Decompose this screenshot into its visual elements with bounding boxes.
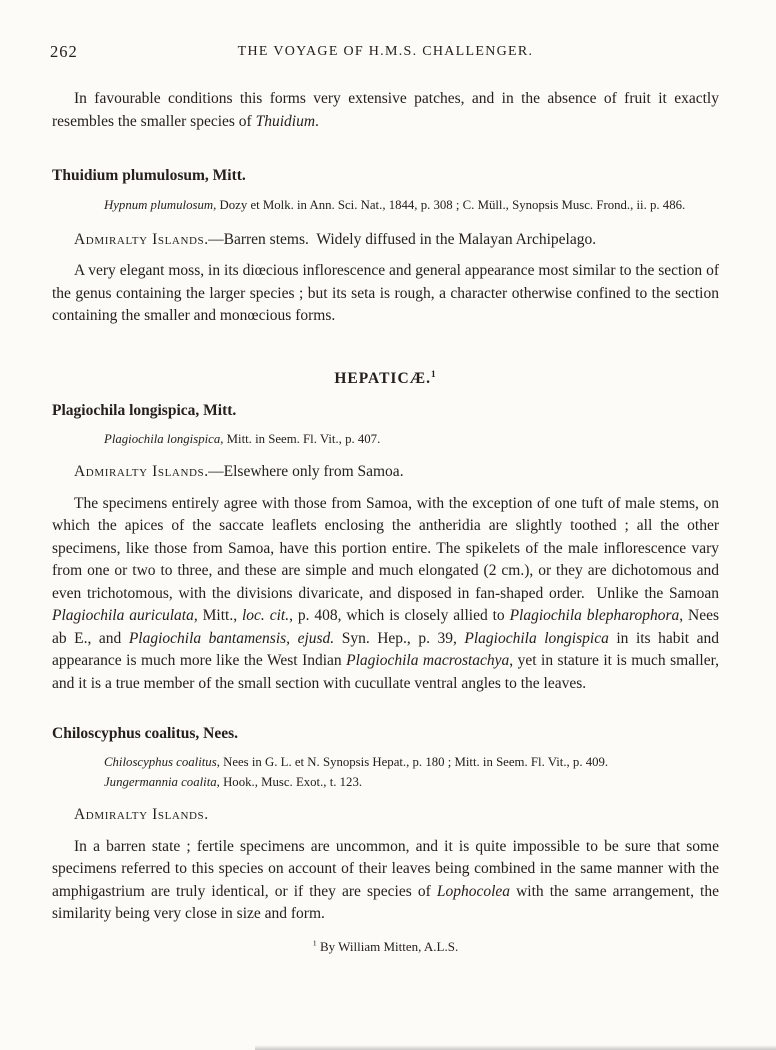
chiloscyphus-locality-line: Admiralty Islands. [74,806,209,823]
plagiochila-citation: Plagiochila longispica, Mitt. in Seem. Fl. Vit., p. 407. [104,431,381,446]
plagiochila-locality-line: Admiralty Islands.—Elsewhere only from Samoa. [74,463,404,480]
species-heading-thuidium: Thuidium plumulosum, Mitt. [52,167,246,184]
chiloscyphus-discussion-paragraph: In a barren state ; fertile specimens are uncommon, and it is quite impossible to be sure that some specimens referred to this species on account of their leaves being combined in the same manner with the amphigastrium are truly identical, or if they are species of Lophocolea with the same arrangement, the similarity being very close in size and form. [52,837,719,922]
chiloscyphus-citation-1: Chiloscyphus coalitus, Nees in G. L. et N. Synopsis Hepat., p. 180 ; Mitt. in Seem. Fl. Vit., p. 409. [104,755,609,769]
thuidium-citation: Hypnum plumulosum, Dozy et Molk. in Ann. Sci. Nat., 1844, p. 308 ; C. Müll., Synopsis Musc. Frond., ii. p. 486. [104,198,686,212]
page-header [52,40,719,62]
species-heading-plagiochila: Plagiochila longispica, Mitt. [52,401,237,419]
plagiochila-discussion-paragraph: The specimens entirely agree with those from Samoa, with the exception of one tuft of male stems, on which the apices of the saccate leaflets enclosing the antheridia are slightly toothed ; all the other specimens, like those from Samoa, have this portion entire. The spikelets of the male inflorescence vary from one or two to three, and these are simple and much elongated (2 cm.), or they are dichotomous and even trichotomous, with the divisions divaricate, and disposed in fan-shaped order. Unlike the Samoan Plagiochila auriculata, Mitt., loc. cit., p. 408, which is closely allied to Plagiochila blepharophora, Nees ab E., and Plagiochila bantamensis, ejusd. Syn. Hep., p. 39, Plagiochila longispica in its habit and appearance is much more like the West Indian Plagiochila macrostachya, yet in stature it is much smaller, and it is a true member of the small section with cucullate ventral angles to the leaves. [52,494,720,692]
running-title: THE VOYAGE OF H.M.S. CHALLENGER. [237,44,534,59]
thuidium-discussion-paragraph: A very elegant moss, in its diœcious inflorescence and general appearance most similar to the section of the genus containing the larger species ; but its seta is rough, a character otherwise confined to the section containing the smaller and monœcious forms. [52,262,719,324]
thuidium-locality-line: Admiralty Islands.—Barren stems. Widely diffused in the Malayan Archipelago. [74,230,597,248]
chiloscyphus-citation-2: Jungermannia coalita, Hook., Musc. Exot., t. 123. [104,774,363,789]
species-heading-chiloscyphus: Chiloscyphus coalitus, Nees. [52,725,239,742]
intro-paragraph: In favourable conditions this forms very extensive patches, and in the absence of fruit it exactly resembles the smaller species of Thuidium. [52,90,719,130]
scan-edge-artifact [255,1045,776,1050]
section-heading-hepaticae: HEPATICÆ.$^1$ [334,369,437,387]
page-number: 262 [50,42,78,61]
footnote: $^1$ By William Mitten, A.L.S. [312,938,459,954]
